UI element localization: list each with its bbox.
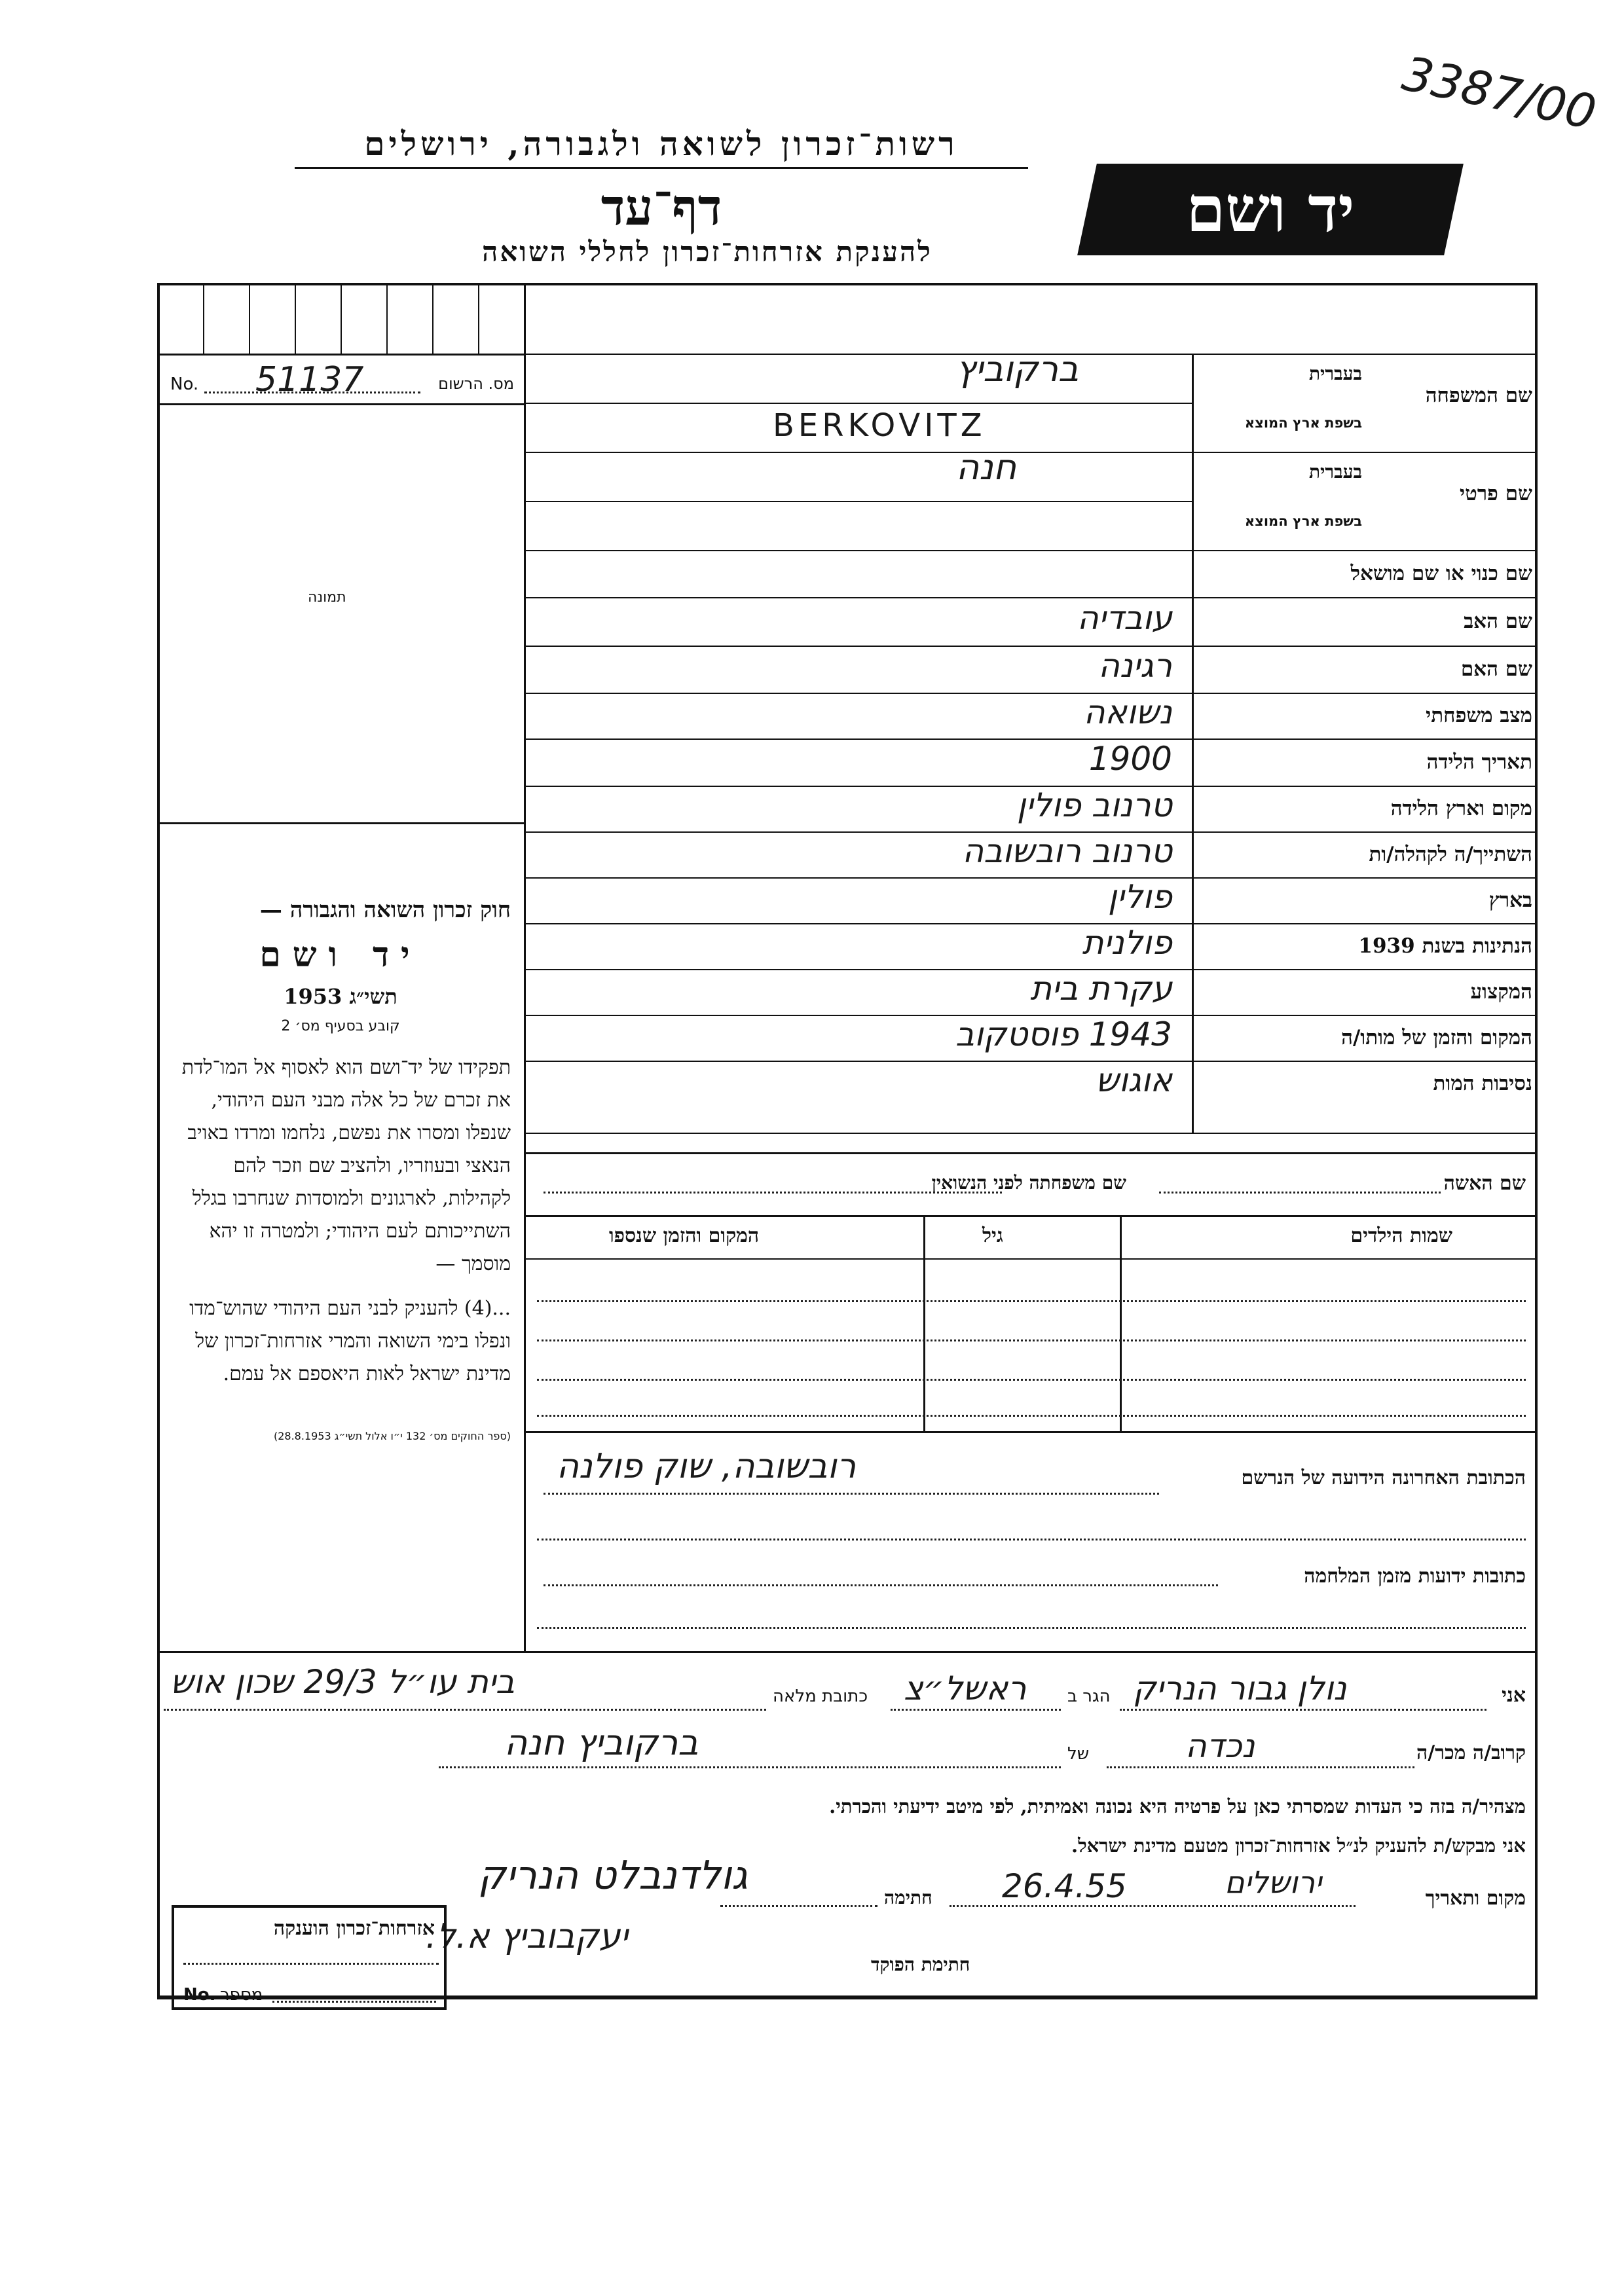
law-clause: קובע בסעיף מס׳ 2 [281, 1018, 400, 1034]
law-name: יד ושם [259, 935, 422, 975]
field-label-13: נסיבות המות [1433, 1072, 1532, 1095]
yad-vashem-logo [1077, 164, 1464, 255]
last-address-label: הכתובת האחרונה הידועה של הנרשם [1241, 1467, 1526, 1489]
war-addresses-row [530, 1552, 1532, 1604]
field-sublabel-hebrew-1: בעברית [1308, 461, 1362, 483]
field-value-6[interactable]: 1900 [1088, 740, 1172, 778]
signature-value[interactable]: גולדנבלט הנריק [478, 1853, 748, 1899]
field-sublabel-hebrew-0: בעברית [1308, 363, 1362, 384]
logo-text: יד ושם [1186, 172, 1355, 246]
field-label-1: שם פרטי [1459, 482, 1532, 505]
citizenship-no-label: No. [183, 1985, 216, 2005]
children-header-names: שמות הילדים [1350, 1224, 1452, 1247]
declarant-address[interactable]: בית עו״ל 29/3 שכון אוש [170, 1663, 515, 1701]
law-year: תשי״ג 1953 [284, 984, 397, 1009]
declarant-city[interactable]: ראשל״צ [904, 1669, 1027, 1707]
field-value-4[interactable]: רגינה [1098, 647, 1172, 685]
citizenship-box-title: אזרחות־זכרון הוענקה [273, 1917, 435, 1940]
form-subtitle: להענקת אזרחות־זכרון לחללי השואה [482, 236, 932, 268]
citizenship-number-label: מספר [220, 1985, 263, 2005]
photo-label: תמונה [308, 589, 346, 606]
field-label-8: השתייך/ה לקהלה/ות [1369, 843, 1532, 866]
law-excerpt [170, 897, 511, 1442]
citizenship-box [172, 1905, 447, 2010]
of-name[interactable]: ברקוביץ חנה [504, 1722, 699, 1763]
place-value[interactable]: ירושלים [1225, 1865, 1322, 1900]
field-value-7[interactable]: טרנוב פולין [1016, 786, 1172, 824]
war-addresses-label: כתובות ידועות מזמן המלחמה [1304, 1565, 1526, 1588]
field-label-3: שם האב [1464, 610, 1532, 633]
field-value-origin-0[interactable]: BERKOVITZ [773, 407, 986, 444]
wife-row [530, 1159, 1532, 1211]
officer-signature-label: חתימת הפוקד [871, 1954, 970, 1975]
declarant-lives-label: הגר ב [1067, 1686, 1111, 1706]
field-label-11: המקצוע [1470, 980, 1532, 1004]
form-title: דף־עד [600, 178, 722, 236]
field-value-11[interactable]: עקרת בית [1030, 970, 1172, 1008]
field-label-10: הנתינות בשנת 1939 [1358, 934, 1532, 958]
date-value[interactable]: 26.4.55 [1002, 1867, 1127, 1905]
field-value-8[interactable]: טרנוב רובשובה [962, 832, 1172, 870]
declarant-prefix: אני [1502, 1684, 1526, 1707]
field-value-13[interactable]: אוגוש [1096, 1061, 1172, 1099]
field-value-hebrew-0[interactable]: ברקוביץ [956, 348, 1079, 390]
declarant-name[interactable]: נולן גבור הנריק [1133, 1669, 1347, 1707]
field-value-10[interactable]: פולנית [1082, 924, 1172, 962]
registration-row [164, 360, 521, 399]
place-date-label: מקום ותאריך [1425, 1887, 1526, 1910]
field-value-5[interactable]: נשואה [1083, 693, 1172, 731]
field-value-3[interactable]: עובדיה [1077, 599, 1172, 637]
registration-no-label: No. [170, 374, 199, 394]
handwritten-reference-number: 3387/00 [1397, 45, 1601, 141]
field-value-9[interactable]: פולין [1107, 878, 1172, 916]
field-label-2: שם כנוי או שם מושאל [1350, 562, 1532, 585]
field-label-7: מקום וארץ הלידה [1390, 797, 1532, 820]
field-label-12: המקום והזמן של מותו/ה [1341, 1026, 1532, 1049]
of-label: של [1067, 1744, 1090, 1764]
field-sublabel-origin-1: בשפת ארץ המוצא [1244, 513, 1362, 529]
children-header-place-time: המקום והזמן שנספו [609, 1224, 760, 1247]
field-label-4: שם האם [1460, 657, 1532, 681]
relation-label: קרוב/ה מכר/ה [1416, 1741, 1526, 1764]
field-label-9: בארץ [1488, 888, 1532, 912]
signature-label: חתימה [884, 1887, 932, 1908]
registration-label: מס. הרשום [438, 374, 514, 393]
declaration-text: מצהיר/ה בזה כי העדות שמסרתי כאן על פרטיה היא נכונה ואמיתית, לפי מיטב ידיעתי והכרתי. [829, 1795, 1526, 1817]
last-address-row [530, 1440, 1532, 1506]
field-label-0: שם המשפחה [1425, 384, 1532, 407]
wife-label: שם האשה [1443, 1172, 1526, 1195]
law-paragraph-1: תפקידו של יד־ושם הוא לאסוף אל המו־לדת את זכרם של כל אלה מבני העם היהודי, שנפלו ומסרו את נפשם, נלחמו ומרדו באויב הנאצי ובעוזריו, ולהציב שם וזכר להם לקהילות, לארגונים ולמוסדות שנחרבו בגלל השתייכותם לעם היהודי; ולמטרה זו יהא מוסמך — [181, 1056, 511, 1275]
registration-number[interactable]: 51137 [255, 360, 364, 399]
law-source: (ספר החוקים מס׳ 132 י״ו אלול תשי״ג 28.8.1953) [273, 1430, 511, 1442]
authority-name: רשות־זכרון לשואה ולגבורה, ירושלים [295, 124, 1028, 169]
law-paragraph-2: ...(4) להעניק לבני העם היהודי שהוש־מדו ונפלו בימי השואה והמרי אזרחות־זכרון של מדינת ישראל לאות היאספם אל עמם. [189, 1297, 511, 1385]
relation-value[interactable]: נכדה [1185, 1727, 1255, 1765]
field-label-5: מצב משפחתי [1426, 704, 1532, 727]
field-label-6: תאריך הלידה [1426, 750, 1532, 774]
field-value-hebrew-1[interactable]: חנה [956, 446, 1017, 488]
law-title: חוק זכרון השואה והגבורה — [259, 897, 511, 923]
field-value-12[interactable]: 1943 פוסטקוב [955, 1015, 1172, 1053]
declarant-address-label: כתובת מלאה [773, 1686, 868, 1706]
children-header-age: גיל [982, 1224, 1003, 1247]
last-address-value[interactable]: רובשובה, שוק פולנה [557, 1447, 857, 1486]
field-sublabel-origin-0: בשפת ארץ המוצא [1244, 415, 1362, 431]
children-table [524, 1215, 1538, 1431]
request-text: אני מבקש/ת להעניק לנ״ל אזרחות־זכרון מטעם מדינת ישראל. [1071, 1834, 1526, 1857]
wife-maiden-label: שם משפחתה לפני הנשואין [931, 1172, 1126, 1194]
officer-signature[interactable]: יעקבוביץ א.ל. [426, 1917, 628, 1956]
